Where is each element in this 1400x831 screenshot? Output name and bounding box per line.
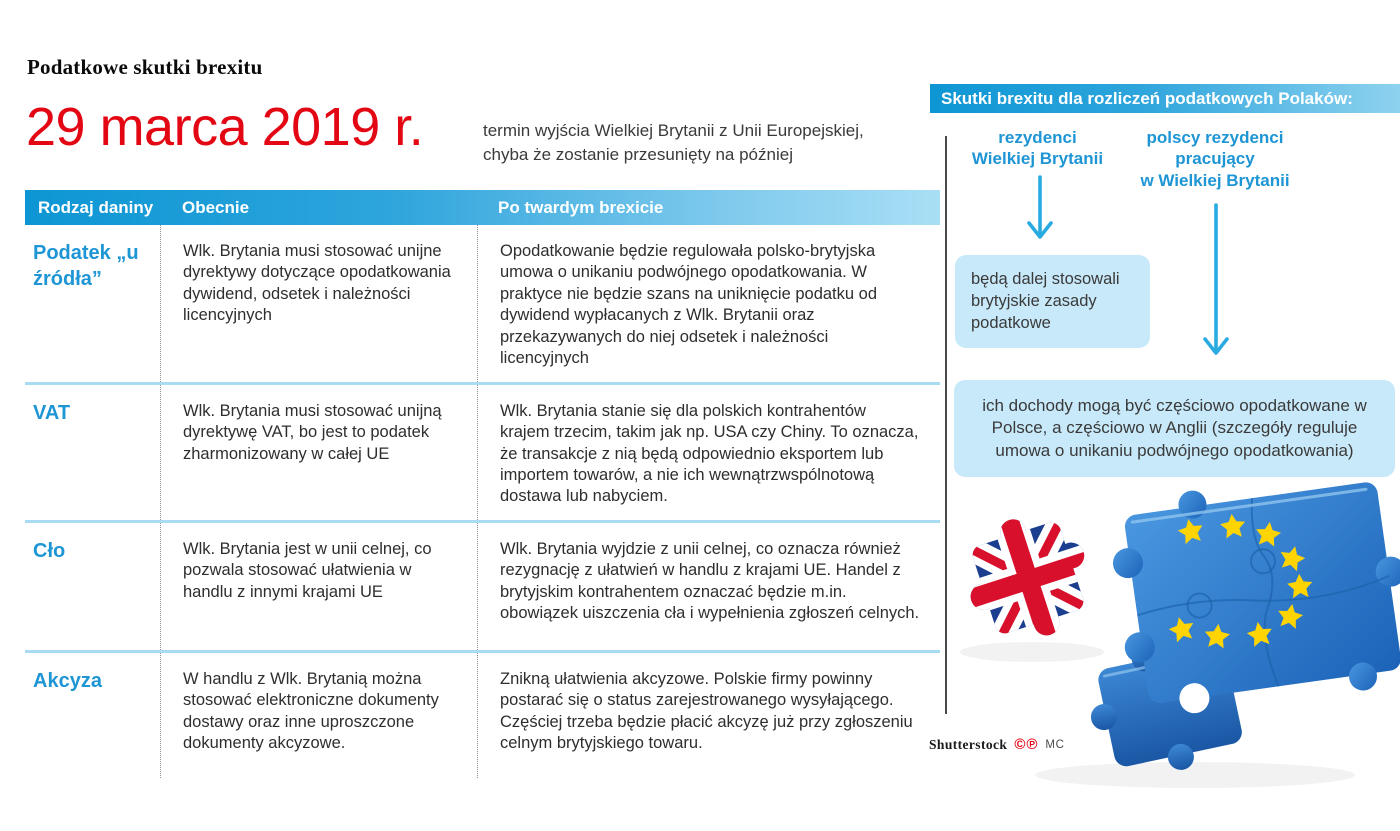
cell-po-brexicie: Wlk. Brytania stanie się dla polskich kontrahentów krajem trzecim, takim jak np. USA czy Chiny. To oznacza, że transakcje z nią będą odpowiednio eksportem lub importem towarów, a nie ich wewnątrzwspólnotową dostawa lub nabyciem.: [477, 385, 940, 520]
uk-flag-puzzle-piece: [942, 491, 1118, 667]
group-polish-residents-line1: polscy rezydenci: [1146, 128, 1284, 147]
col-header-po-twardym-brexicie: Po twardym brexicie: [498, 197, 664, 217]
table-row-vat: [25, 382, 940, 520]
tax-table: [25, 190, 940, 778]
cell-po-brexicie: Znikną ułatwienia akcyzowe. Polskie firmy powinny postarać się o status zarejestrowanego wysyłającego. Częściej trzeba będzie płacić akcyzę już przy zgłoszeniu celnym brytyjskiego towaru.: [477, 653, 940, 778]
panel-title-bar: Skutki brexitu dla rozliczeń podatkowych Polaków:: [930, 84, 1400, 113]
group-uk-residents: [960, 127, 1115, 170]
row-label: Akcyza: [33, 669, 102, 692]
date-note: [483, 119, 864, 167]
copyright-phonogram-icons: ©℗: [1014, 736, 1039, 753]
cell-obecnie: Wlk. Brytania musi stosować unijną dyrektywę VAT, bo jest to podatek zharmonizowany w całej UE: [160, 385, 477, 520]
group-polish-residents: [1126, 127, 1304, 191]
table-row-podatek-u-zrodla: [25, 225, 940, 382]
group-polish-residents-line2: pracujący: [1175, 149, 1255, 169]
callout-polish-residents: ich dochody mogą być częściowo opodatkowane w Polsce, a częściowo w Anglii (szczegóły reguluje umowa o unikaniu podwójnego opodatkowania): [954, 380, 1395, 477]
row-label: Cło: [33, 539, 66, 562]
cell-obecnie: Wlk. Brytania jest w unii celnej, co pozwala stosować ułatwienia w handlu z innymi krajami UE: [160, 523, 477, 650]
date-note-line1: termin wyjścia Wielkiej Brytanii z Unii Europejskiej,: [483, 121, 864, 140]
callout-uk-residents: będą dalej stosowali brytyjskie zasady podatkowe: [955, 255, 1150, 348]
cell-obecnie: W handlu z Wlk. Brytanią można stosować elektroniczne dokumenty dostawy oraz inne uproszczone dokumenty akcyzowe.: [160, 653, 477, 778]
credit-source: Shutterstock: [929, 736, 1008, 752]
eu-puzzle-cluster: [1104, 470, 1400, 723]
puzzle-shadow: [960, 642, 1104, 662]
col-header-obecnie: Obecnie: [182, 197, 250, 217]
table-row-clo: [25, 520, 940, 650]
brexit-date-headline: 29 marca 2019 r.: [26, 97, 424, 157]
down-arrow-icon: [1201, 203, 1231, 367]
tax-table-header: [25, 190, 940, 225]
row-label: Podatek „u źródła”: [33, 242, 139, 290]
group-uk-residents-line1: rezydenci: [998, 128, 1077, 147]
col-header-rodzaj-daniny: Rodzaj daniny: [38, 197, 154, 217]
cell-po-brexicie: Wlk. Brytania wyjdzie z unii celnej, co oznacza również rezygnację z ułatwień w handlu z krajami UE. Handel z brytyjskim kontrahentem oznaczać będzie m.in. obowiązek uiszczenia cła i wypełnienia zgłoszeń celnych.: [477, 523, 940, 650]
down-arrow-icon: [1025, 175, 1055, 251]
cell-po-brexicie: Opodatkowanie będzie regulowała polsko-brytyjska umowa o unikaniu podwójnego opodatkowania. W praktyce nie będzie szans na uniknięcie podatku od dywidend wypłacanych z Wlk. Brytanii oraz przekazywanych do niej odsetek i należności licencyjnych: [477, 225, 940, 382]
puzzle-shadow: [1035, 762, 1355, 788]
page-title: Podatkowe skutki brexitu: [27, 55, 263, 79]
group-uk-residents-line2: Wielkiej Brytanii: [971, 149, 1104, 169]
date-note-line2: chyba że zostanie przesunięty na później: [483, 145, 793, 165]
cell-obecnie: Wlk. Brytania musi stosować unijne dyrektywy dotyczące opodatkowania dywidend, odsetek i należności licencyjnych: [160, 225, 477, 382]
image-credit: [929, 736, 1065, 753]
credit-initials: MC: [1045, 738, 1065, 751]
group-polish-residents-line3: w Wielkiej Brytanii: [1140, 170, 1290, 190]
table-row-akcyza: [25, 650, 940, 778]
row-label: VAT: [33, 401, 71, 424]
